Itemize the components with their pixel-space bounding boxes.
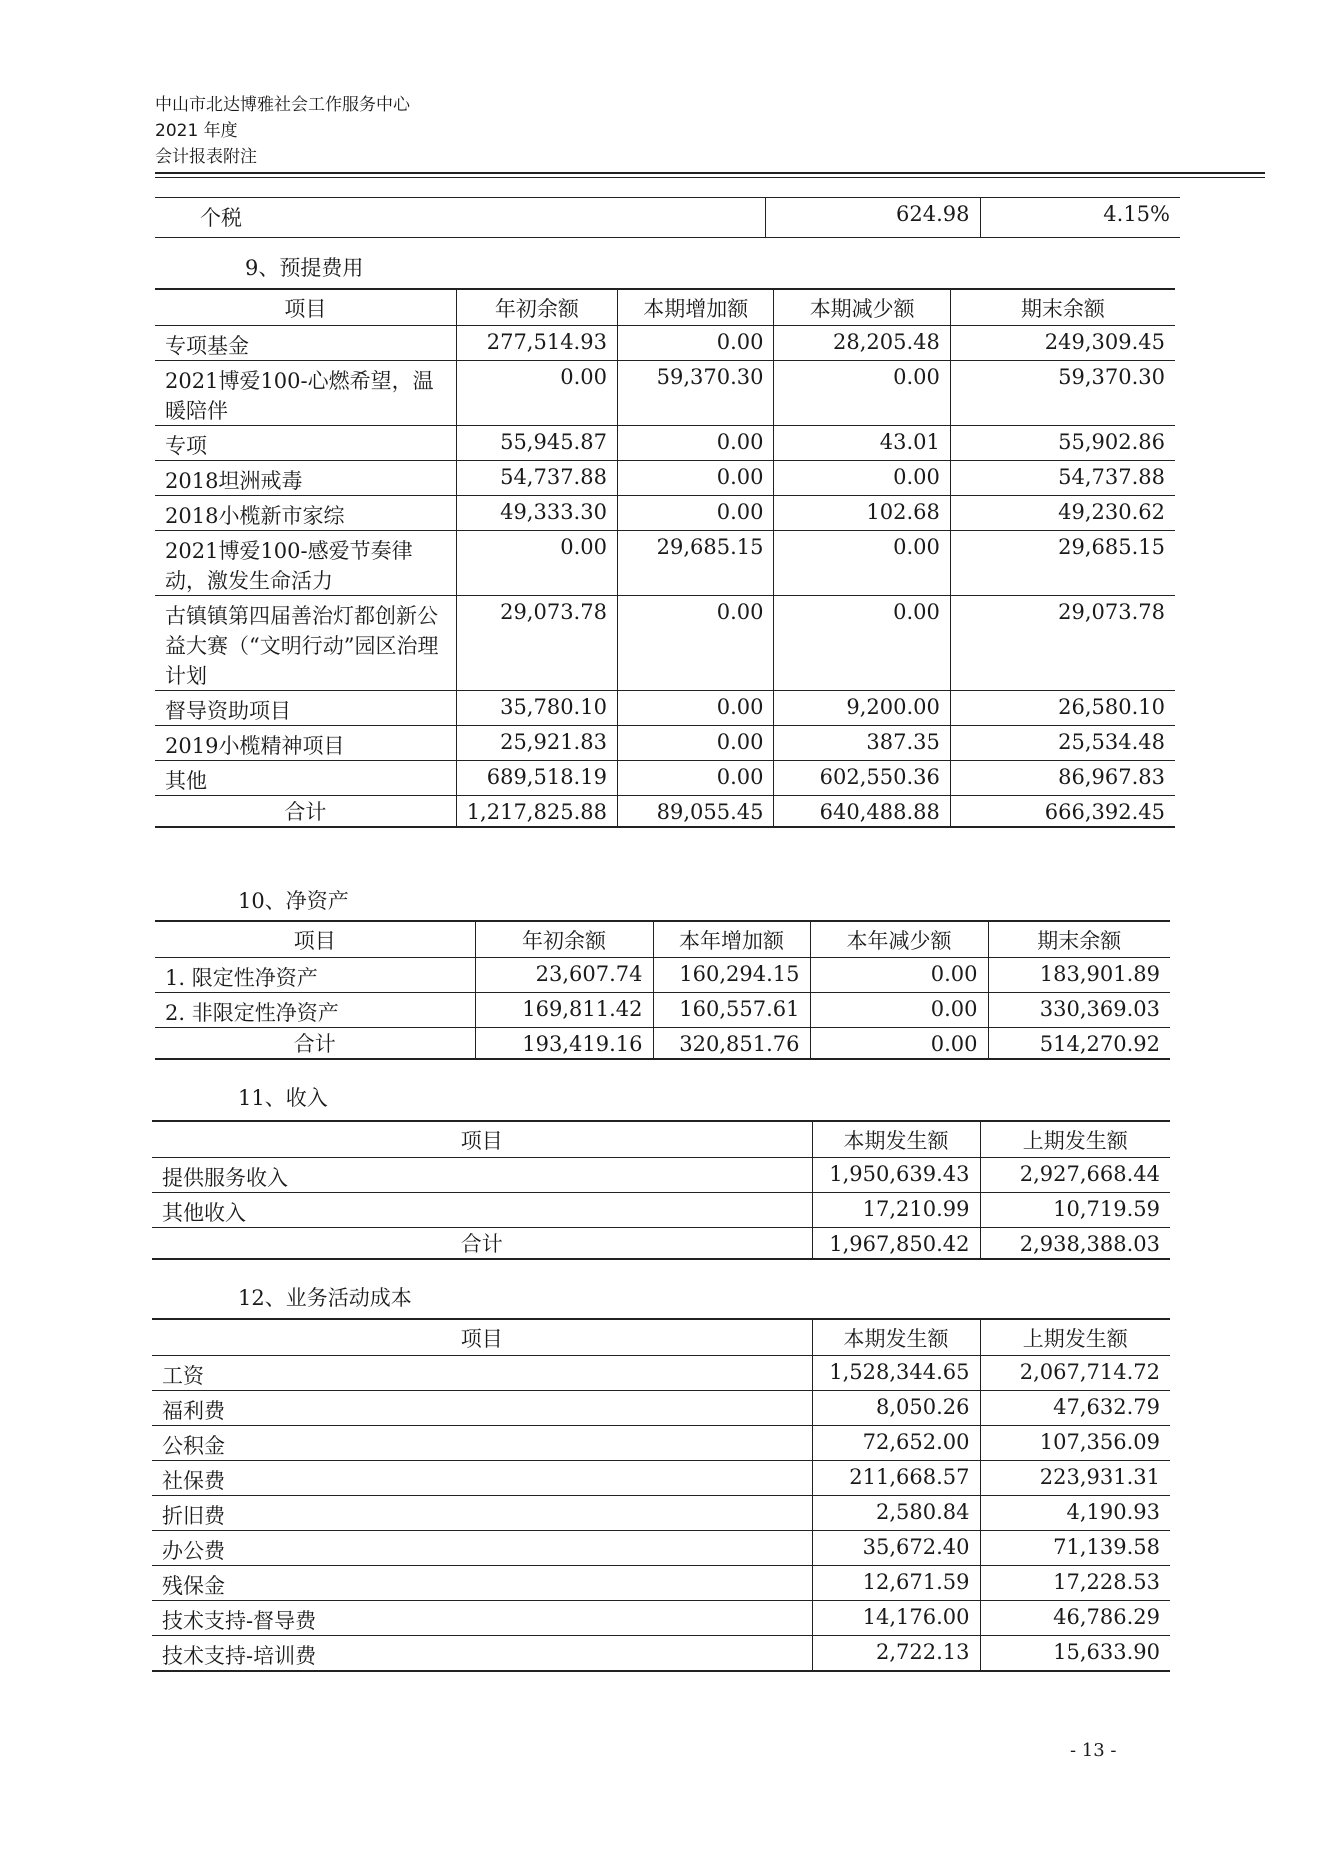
cell-value: 277,514.93 (456, 326, 617, 361)
row-label: 工资 (152, 1356, 812, 1391)
table-row (152, 1391, 1170, 1426)
row-label: 专项基金 (155, 326, 456, 361)
cell-value: 9,200.00 (774, 691, 950, 726)
header-rule-thin (155, 177, 1265, 178)
row-label: 折旧费 (152, 1496, 812, 1531)
table-row (152, 1461, 1170, 1496)
cell-value: 86,967.83 (950, 761, 1175, 796)
row-label: 办公费 (152, 1531, 812, 1566)
cell-value: 59,370.30 (617, 361, 774, 426)
table-row (155, 958, 1170, 993)
header-rule-thick (155, 172, 1265, 174)
report-title: 会计报表附注 (155, 147, 257, 167)
total-row (152, 1228, 1170, 1260)
cell-value: 2,938,388.03 (980, 1228, 1170, 1260)
cell-value: 330,369.03 (988, 993, 1170, 1028)
cell-value: 0.00 (774, 461, 950, 496)
cell-value: 0.00 (774, 361, 950, 426)
activity-cost-table (152, 1318, 1170, 1672)
cell-value: 1,967,850.42 (812, 1228, 980, 1260)
cell-value: 2,580.84 (812, 1496, 980, 1531)
cell-value: 49,230.62 (950, 496, 1175, 531)
tax-label: 个税 (155, 198, 765, 238)
cell-value: 169,811.42 (475, 993, 653, 1028)
table-row (155, 198, 1180, 238)
cell-value: 0.00 (810, 958, 988, 993)
cell-value: 43.01 (774, 426, 950, 461)
cell-value: 14,176.00 (812, 1601, 980, 1636)
cell-value: 0.00 (617, 726, 774, 761)
row-label: 专项 (155, 426, 456, 461)
table-row (155, 361, 1175, 426)
table-header-row (152, 1319, 1170, 1356)
report-year: 2021 年度 (155, 121, 238, 141)
cell-value: 23,607.74 (475, 958, 653, 993)
section-title-9: 9、预提费用 (245, 256, 364, 280)
table-row (155, 426, 1175, 461)
cell-value: 183,901.89 (988, 958, 1170, 993)
column-header: 本期发生额 (812, 1121, 980, 1158)
cell-value: 72,652.00 (812, 1426, 980, 1461)
row-label: 1. 限定性净资产 (155, 958, 475, 993)
accrued-expenses-table (155, 288, 1175, 828)
column-header: 年初余额 (475, 921, 653, 958)
cell-value: 2,927,668.44 (980, 1158, 1170, 1193)
cell-value: 0.00 (617, 461, 774, 496)
cell-value: 29,685.15 (617, 531, 774, 596)
cell-value: 320,851.76 (653, 1028, 810, 1060)
row-label: 合计 (155, 1028, 475, 1060)
table-header-row (155, 921, 1170, 958)
cell-value: 25,921.83 (456, 726, 617, 761)
table-row (155, 761, 1175, 796)
cell-value: 54,737.88 (456, 461, 617, 496)
row-label: 2019小榄精神项目 (155, 726, 456, 761)
row-label: 其他收入 (152, 1193, 812, 1228)
table-row (155, 531, 1175, 596)
cell-value: 0.00 (456, 531, 617, 596)
cell-value: 47,632.79 (980, 1391, 1170, 1426)
row-label: 2018小榄新市家综 (155, 496, 456, 531)
cell-value: 29,685.15 (950, 531, 1175, 596)
cell-value: 223,931.31 (980, 1461, 1170, 1496)
column-header: 上期发生额 (980, 1319, 1170, 1356)
net-assets-table (155, 920, 1170, 1060)
table-row (152, 1566, 1170, 1601)
cell-value: 0.00 (774, 531, 950, 596)
row-label: 督导资助项目 (155, 691, 456, 726)
cell-value: 211,668.57 (812, 1461, 980, 1496)
cell-value: 0.00 (617, 691, 774, 726)
row-label: 残保金 (152, 1566, 812, 1601)
tax-amount: 624.98 (765, 198, 980, 238)
cell-value: 602,550.36 (774, 761, 950, 796)
section-title-10: 10、净资产 (238, 889, 349, 913)
row-label: 合计 (155, 796, 456, 828)
row-label: 古镇镇第四届善治灯都创新公益大赛（“文明行动”园区治理计划 (155, 596, 456, 691)
cell-value: 160,557.61 (653, 993, 810, 1028)
column-header: 本期发生额 (812, 1319, 980, 1356)
row-label: 技术支持-督导费 (152, 1601, 812, 1636)
column-header: 上期发生额 (980, 1121, 1170, 1158)
table-row (155, 461, 1175, 496)
column-header: 本年增加额 (653, 921, 810, 958)
cell-value: 2,067,714.72 (980, 1356, 1170, 1391)
cell-value: 55,945.87 (456, 426, 617, 461)
row-label: 公积金 (152, 1426, 812, 1461)
table-header-row (152, 1121, 1170, 1158)
cell-value: 29,073.78 (950, 596, 1175, 691)
table-row (152, 1158, 1170, 1193)
cell-value: 55,902.86 (950, 426, 1175, 461)
table-row (152, 1426, 1170, 1461)
total-row (155, 1028, 1170, 1060)
cell-value: 0.00 (617, 326, 774, 361)
row-label: 其他 (155, 761, 456, 796)
cell-value: 1,217,825.88 (456, 796, 617, 828)
cell-value: 1,528,344.65 (812, 1356, 980, 1391)
table-row (152, 1356, 1170, 1391)
cell-value: 59,370.30 (950, 361, 1175, 426)
cell-value: 0.00 (617, 596, 774, 691)
column-header: 项目 (155, 289, 456, 326)
table-row (155, 596, 1175, 691)
cell-value: 102.68 (774, 496, 950, 531)
column-header: 项目 (152, 1121, 812, 1158)
cell-value: 0.00 (456, 361, 617, 426)
cell-value: 0.00 (617, 761, 774, 796)
table-row (155, 496, 1175, 531)
cell-value: 8,050.26 (812, 1391, 980, 1426)
tax-row-table (155, 197, 1180, 238)
row-label: 提供服务收入 (152, 1158, 812, 1193)
cell-value: 15,633.90 (980, 1636, 1170, 1672)
row-label: 2021博爱100-心燃希望，温暖陪伴 (155, 361, 456, 426)
row-label: 2021博爱100-感爱节奏律动，激发生命活力 (155, 531, 456, 596)
cell-value: 25,534.48 (950, 726, 1175, 761)
table-row (152, 1193, 1170, 1228)
cell-value: 0.00 (617, 496, 774, 531)
row-label: 合计 (152, 1228, 812, 1260)
cell-value: 1,950,639.43 (812, 1158, 980, 1193)
table-row (155, 726, 1175, 761)
cell-value: 35,672.40 (812, 1531, 980, 1566)
row-label: 技术支持-培训费 (152, 1636, 812, 1672)
cell-value: 17,210.99 (812, 1193, 980, 1228)
column-header: 期末余额 (950, 289, 1175, 326)
table-row (155, 691, 1175, 726)
column-header: 项目 (152, 1319, 812, 1356)
column-header: 年初余额 (456, 289, 617, 326)
table-row (152, 1636, 1170, 1672)
cell-value: 0.00 (810, 993, 988, 1028)
cell-value: 2,722.13 (812, 1636, 980, 1672)
row-label: 社保费 (152, 1461, 812, 1496)
cell-value: 640,488.88 (774, 796, 950, 828)
row-label: 福利费 (152, 1391, 812, 1426)
cell-value: 0.00 (617, 426, 774, 461)
cell-value: 0.00 (774, 596, 950, 691)
table-row (155, 993, 1170, 1028)
cell-value: 689,518.19 (456, 761, 617, 796)
cell-value: 46,786.29 (980, 1601, 1170, 1636)
tax-percent: 4.15% (980, 198, 1180, 238)
section-title-11: 11、收入 (238, 1086, 328, 1110)
cell-value: 0.00 (810, 1028, 988, 1060)
column-header: 本年减少额 (810, 921, 988, 958)
cell-value: 249,309.45 (950, 326, 1175, 361)
row-label: 2. 非限定性净资产 (155, 993, 475, 1028)
income-table (152, 1120, 1170, 1260)
column-header: 本期增加额 (617, 289, 774, 326)
cell-value: 160,294.15 (653, 958, 810, 993)
cell-value: 89,055.45 (617, 796, 774, 828)
cell-value: 4,190.93 (980, 1496, 1170, 1531)
report-header (155, 92, 410, 170)
cell-value: 71,139.58 (980, 1531, 1170, 1566)
cell-value: 193,419.16 (475, 1028, 653, 1060)
table-header-row (155, 289, 1175, 326)
column-header: 本期减少额 (774, 289, 950, 326)
cell-value: 514,270.92 (988, 1028, 1170, 1060)
column-header: 期末余额 (988, 921, 1170, 958)
row-label: 2018坦洲戒毒 (155, 461, 456, 496)
column-header: 项目 (155, 921, 475, 958)
cell-value: 28,205.48 (774, 326, 950, 361)
cell-value: 49,333.30 (456, 496, 617, 531)
org-name: 中山市北达博雅社会工作服务中心 (155, 95, 410, 115)
cell-value: 17,228.53 (980, 1566, 1170, 1601)
table-row (152, 1601, 1170, 1636)
cell-value: 35,780.10 (456, 691, 617, 726)
table-row (152, 1496, 1170, 1531)
cell-value: 666,392.45 (950, 796, 1175, 828)
cell-value: 107,356.09 (980, 1426, 1170, 1461)
table-row (155, 326, 1175, 361)
section-title-12: 12、业务活动成本 (238, 1286, 412, 1310)
cell-value: 54,737.88 (950, 461, 1175, 496)
cell-value: 10,719.59 (980, 1193, 1170, 1228)
cell-value: 26,580.10 (950, 691, 1175, 726)
cell-value: 29,073.78 (456, 596, 617, 691)
total-row (155, 796, 1175, 828)
cell-value: 12,671.59 (812, 1566, 980, 1601)
cell-value: 387.35 (774, 726, 950, 761)
page-number: - 13 - (1070, 1740, 1117, 1761)
table-row (152, 1531, 1170, 1566)
